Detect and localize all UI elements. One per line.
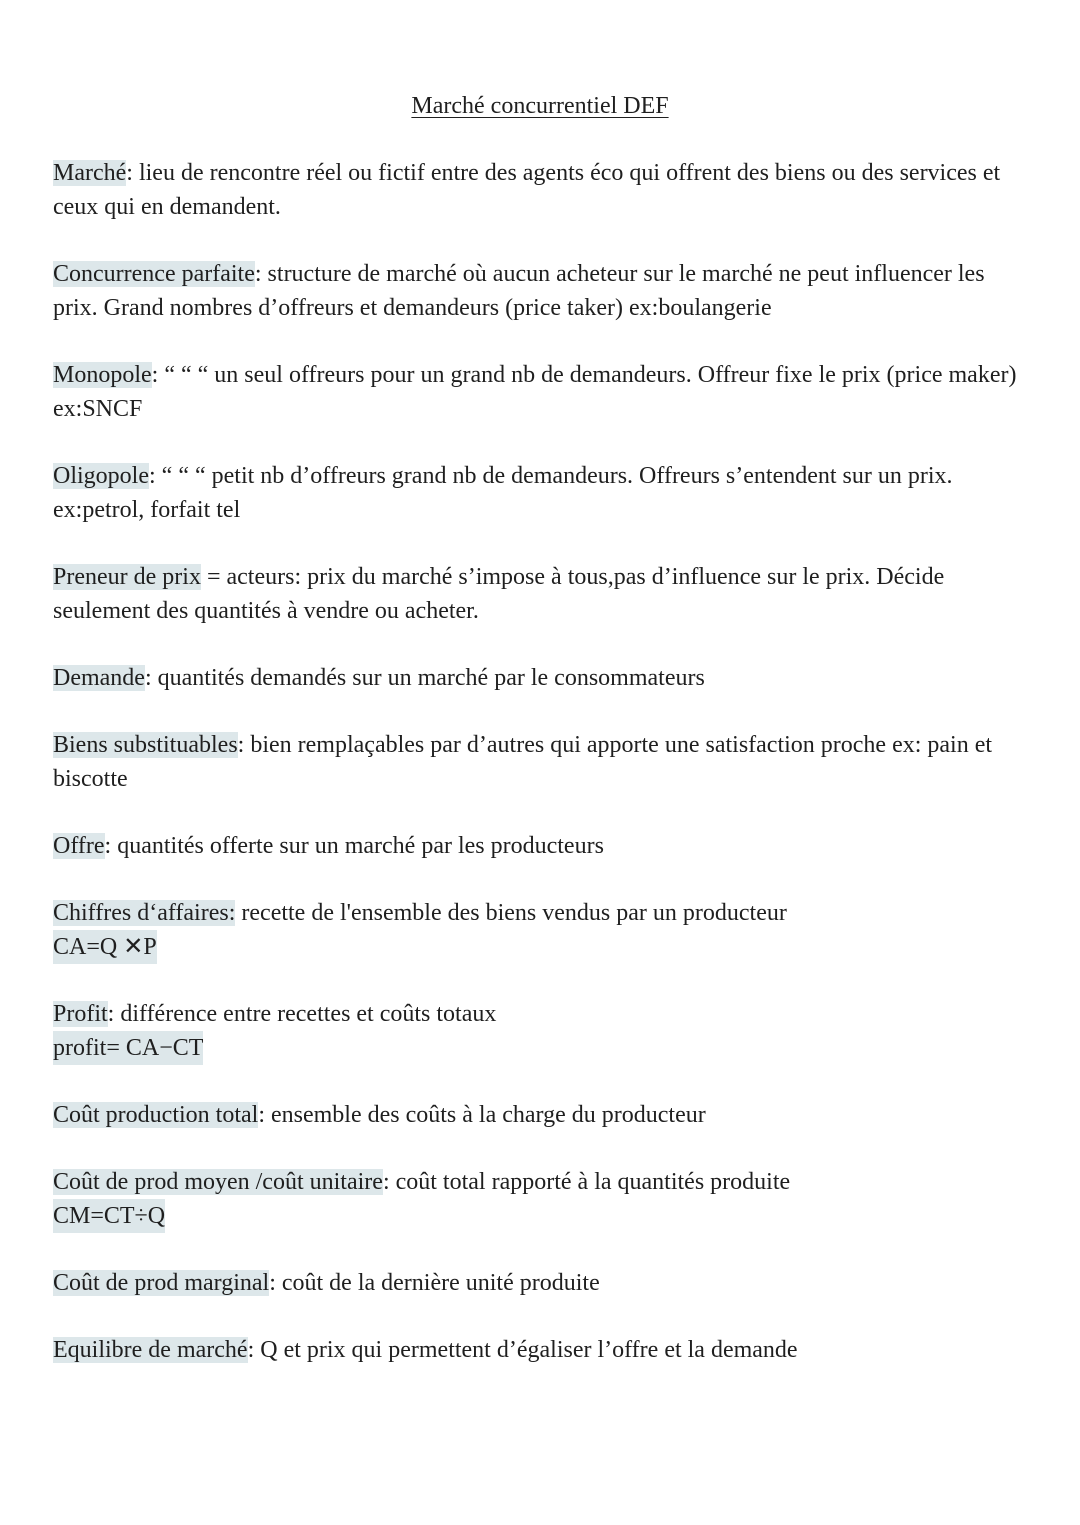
term: Preneur de prix: [53, 564, 201, 590]
definition-text: : quantités offerte sur un marché par les producteurs: [104, 833, 604, 859]
definition-monopole: [53, 358, 1033, 426]
term: Monopole: [53, 362, 152, 388]
definition-text: : “ “ “ petit nb d’offreurs grand nb de demandeurs. Offreurs s’entendent sur un prix. ex:petrol, forfait tel: [53, 463, 953, 523]
term: Profit: [53, 1001, 108, 1027]
definition-concurrence-parfaite: [53, 257, 1033, 325]
definition-cout-production-total: [53, 1098, 1033, 1132]
definition-list: [53, 156, 1033, 1400]
term: Coût production total: [53, 1102, 259, 1128]
definition-offre: [53, 829, 1033, 863]
page-title: [0, 90, 1080, 122]
term: Offre: [53, 833, 105, 859]
term: Concurrence parfaite: [53, 261, 255, 287]
definition-marche: [53, 156, 1033, 224]
term: Biens substituables: [53, 732, 238, 758]
definition-text: : “ “ “ un seul offreurs pour un grand nb de demandeurs. Offreur fixe le prix (price maker) ex:SNCF: [53, 362, 1017, 422]
formula: CA=Q ✕P: [53, 930, 157, 964]
definition-text: : bien remplaçables par d’autres qui apporte une satisfaction proche ex: pain et biscotte: [53, 732, 993, 792]
definition-cout-moyen: [53, 1165, 1033, 1233]
definition-text: recette de l'ensemble des biens vendus par un producteur: [235, 900, 787, 926]
definition-biens-substituables: [53, 728, 1033, 796]
page-title-text: Marché concurrentiel DEF: [411, 93, 669, 119]
definition-equilibre-de-marche: [53, 1333, 1033, 1367]
definition-text: = acteurs: prix du marché s’impose à tous,pas d’influence sur le prix. Décide seulement des quantités à vendre ou acheter.: [53, 564, 945, 624]
term: Marché: [53, 160, 127, 186]
definition-text: : Q et prix qui permettent d’égaliser l’offre et la demande: [247, 1337, 798, 1363]
definition-demande: [53, 661, 1033, 695]
definition-text: : coût de la dernière unité produite: [269, 1270, 600, 1296]
definition-oligopole: [53, 459, 1033, 527]
definition-text: : différence entre recettes et coûts totaux: [107, 1001, 497, 1027]
term: Demande: [53, 665, 145, 691]
definition-text: : ensemble des coûts à la charge du producteur: [258, 1102, 706, 1128]
definition-profit: [53, 997, 1033, 1065]
definition-cout-marginal: [53, 1266, 1033, 1300]
definition-text: : lieu de rencontre réel ou fictif entre des agents éco qui offrent des biens ou des services et ceux qui en demandent.: [53, 160, 1001, 220]
term: Chiffres d‘affaires:: [53, 900, 236, 926]
term: Coût de prod marginal: [53, 1270, 270, 1296]
formula: profit= CA−CT: [53, 1031, 203, 1065]
definition-chiffre-affaires: [53, 896, 1033, 964]
definition-text: : quantités demandés sur un marché par le consommateurs: [144, 665, 705, 691]
term: Equilibre de marché: [53, 1337, 248, 1363]
definition-text: : coût total rapporté à la quantités produite: [382, 1169, 791, 1195]
definition-preneur-de-prix: [53, 560, 1033, 628]
term: Oligopole: [53, 463, 149, 489]
definition-text: : structure de marché où aucun acheteur sur le marché ne peut influencer les prix. Grand nombres d’offreurs et demandeurs (price taker) ex:boulangerie: [53, 261, 985, 321]
term: Coût de prod moyen /coût unitaire: [53, 1169, 383, 1195]
formula: CM=CT÷Q: [53, 1199, 165, 1233]
